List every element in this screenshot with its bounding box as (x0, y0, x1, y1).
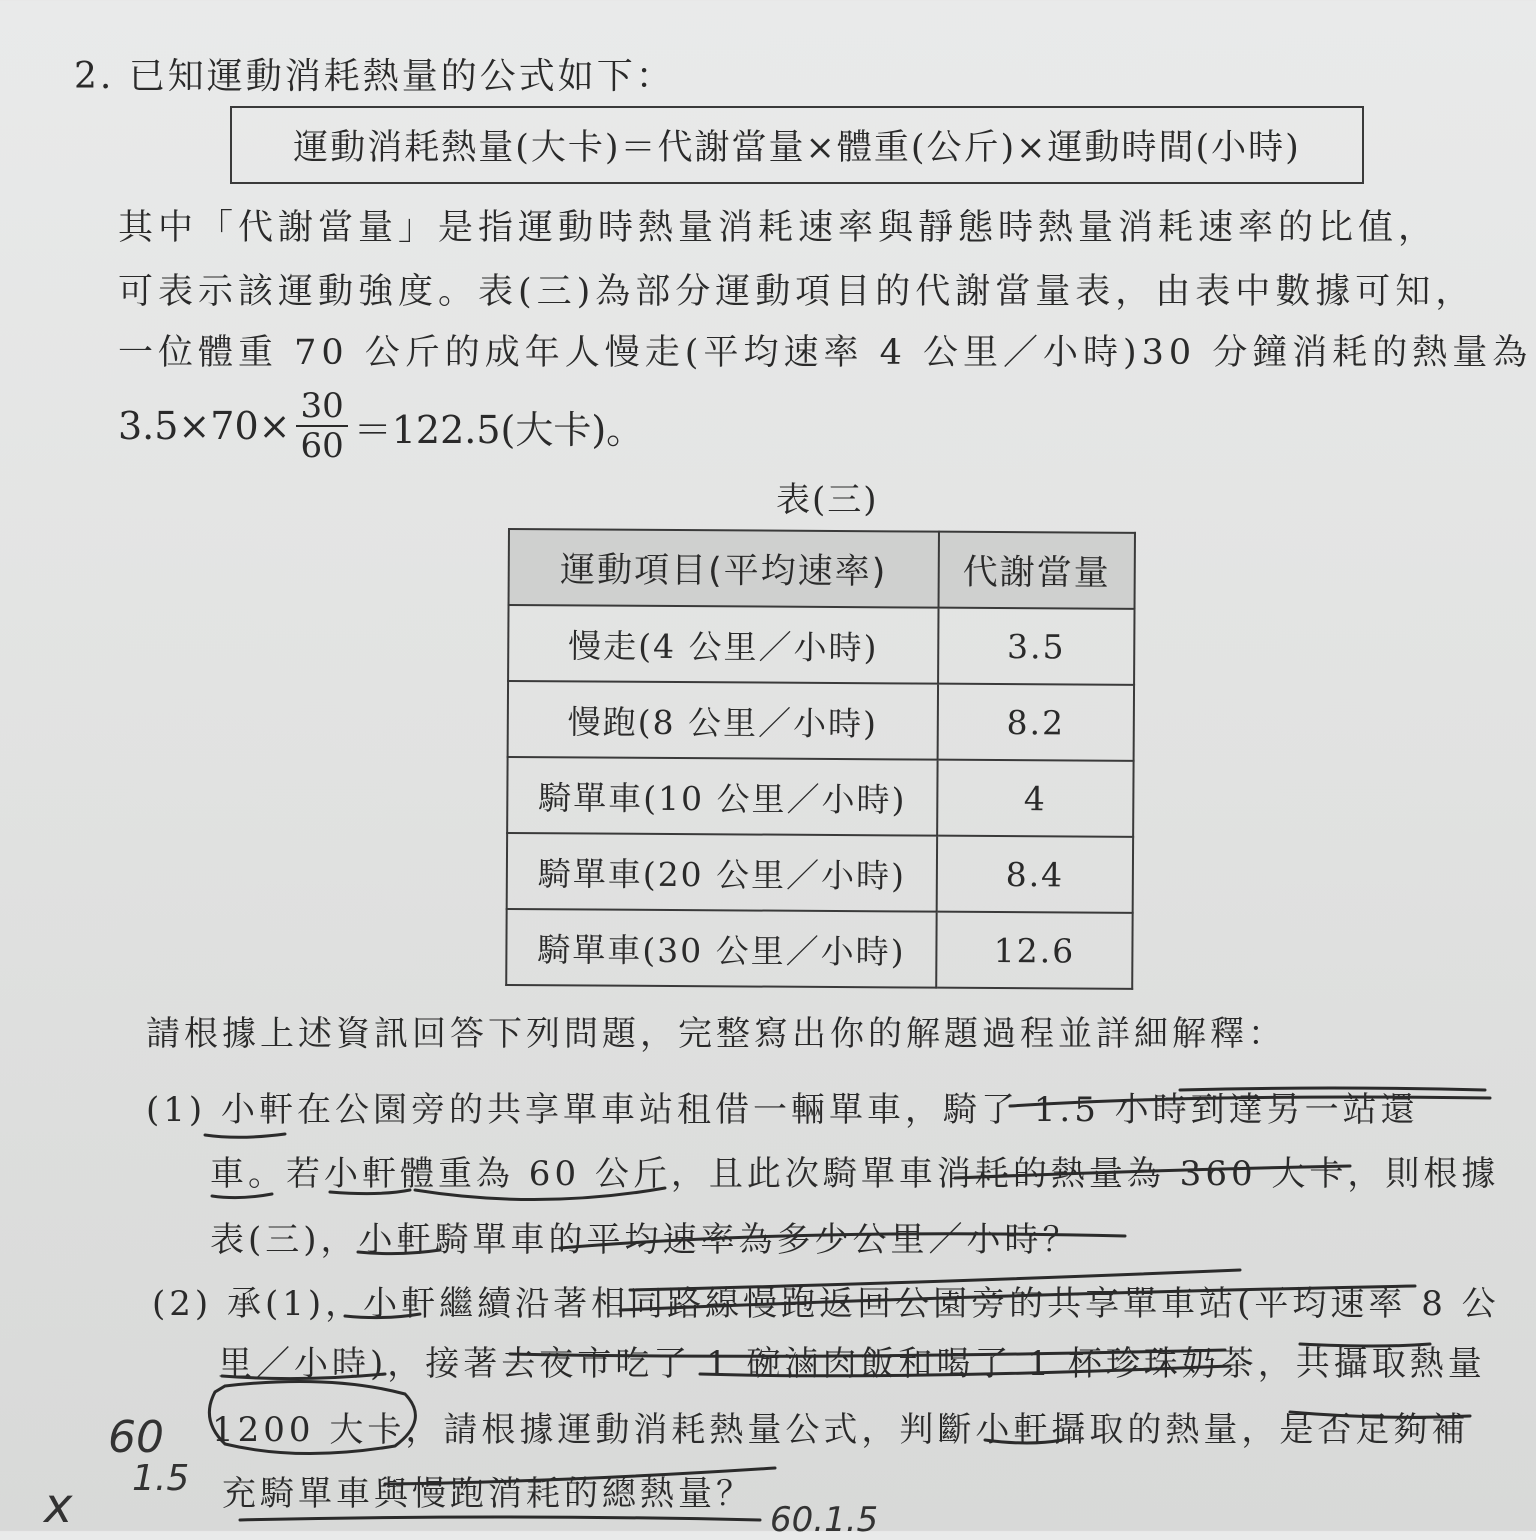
cell-met: 12.6 (936, 912, 1132, 989)
paragraph-line-2: 可表示該運動強度。表(三)為部分運動項目的代謝當量表，由表中數據可知， (118, 272, 1476, 312)
questions-intro: 請根據上述資訊回答下列問題，完整寫出你的解題過程並詳細解釋： (146, 1014, 1286, 1054)
header-met: 代謝當量 (939, 532, 1135, 609)
question-heading: 2. 已知運動消耗熱量的公式如下： (74, 56, 675, 97)
formula-box (230, 106, 1364, 184)
paragraph-line-1: 其中「代謝當量」是指運動時熱量消耗速率與靜態時熱量消耗速率的比值， (118, 208, 1439, 248)
cell-activity: 騎單車(30 公里／小時) (506, 909, 936, 988)
fraction-numerator: 30 (296, 387, 347, 427)
underline (240, 1517, 760, 1520)
table-title: 表(三) (776, 480, 879, 520)
calc-suffix: ＝122.5(大卡)。 (353, 407, 645, 452)
handwritten-note: 60 (108, 1412, 164, 1463)
fraction (296, 387, 347, 465)
table-row (506, 909, 1132, 989)
table-row (508, 681, 1134, 761)
cell-activity: 騎單車(10 公里／小時) (507, 757, 937, 836)
cell-activity: 騎單車(20 公里／小時) (507, 833, 937, 912)
q1-line-3: 表(三)，小軒騎單車的平均速率為多少公里／小時？ (210, 1220, 1081, 1260)
q2-line-4: 充騎單車與慢跑消耗的總熱量？ (222, 1474, 754, 1514)
underline (205, 1134, 285, 1137)
cell-activity: 慢跑(8 公里／小時) (508, 681, 938, 760)
handwritten-note: x (44, 1478, 73, 1534)
header-activity: 運動項目(平均速率) (509, 529, 939, 608)
cell-met: 3.5 (938, 608, 1134, 685)
paragraph-line-3: 一位體重 70 公斤的成年人慢走(平均速率 4 公里／小時)30 分鐘消耗的熱量為 (118, 333, 1533, 373)
table-row (507, 757, 1133, 837)
table-header-row (509, 529, 1135, 609)
calc-prefix: 3.5×70× (118, 404, 291, 448)
cell-met: 8.2 (938, 684, 1134, 761)
q1-line-1: (1) 小軒在公園旁的共享單車站租借一輛單車，騎了 1.5 小時到達另一站還 (146, 1090, 1419, 1130)
q2-line-1: (2) 承(1)，小軒繼續沿著相同路線慢跑返回公園旁的共享單車站(平均速率 8 公 (152, 1284, 1500, 1324)
cell-met: 4 (937, 760, 1133, 837)
example-calculation (118, 386, 644, 466)
q2-line-2: 里／小時)，接著去夜市吃了 1 碗滷肉飯和喝了 1 杯珍珠奶茶，共攝取熱量 (218, 1344, 1486, 1384)
cell-activity: 慢走(4 公里／小時) (508, 605, 938, 684)
fraction-denominator: 60 (300, 426, 344, 466)
table-row (507, 833, 1133, 913)
table-row (508, 605, 1134, 685)
formula-text: 運動消耗熱量(大卡)＝代謝當量×體重(公斤)×運動時間(小時) (293, 128, 1301, 168)
handwritten-note: 60.1.5 (770, 1500, 879, 1540)
q2-line-3: 1200 大卡，請根據運動消耗熱量公式，判斷小軒攝取的熱量，是否足夠補 (212, 1410, 1470, 1450)
handwritten-note: 1.5 (132, 1458, 190, 1499)
met-table (505, 528, 1136, 990)
cell-met: 8.4 (937, 836, 1133, 913)
q1-line-2: 車。若小軒體重為 60 公斤，且此次騎單車消耗的熱量為 360 大卡，則根據 (210, 1154, 1500, 1194)
